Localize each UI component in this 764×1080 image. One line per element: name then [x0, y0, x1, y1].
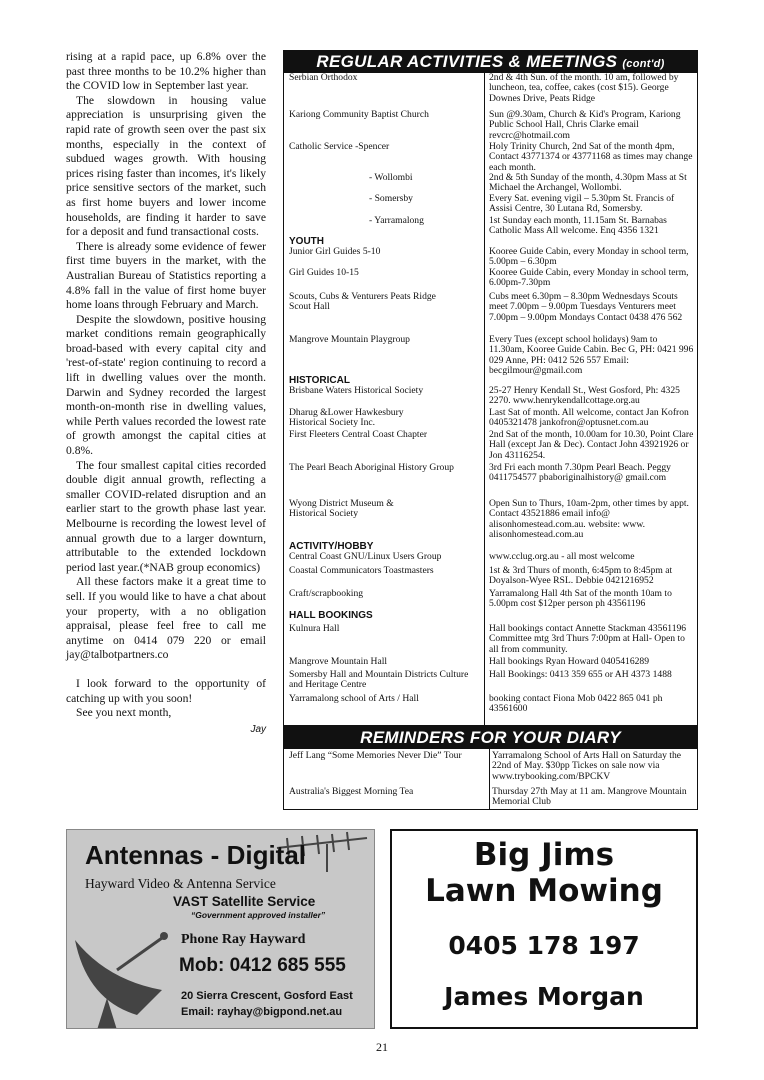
activity-name: Dharug &Lower Hawkesbury Historical Society Inc.	[289, 407, 404, 429]
activity-name: Mangrove Mountain Playgroup	[289, 334, 410, 345]
reminders-rows	[284, 749, 697, 809]
reminder-name: Australia's Biggest Morning Tea	[289, 786, 414, 797]
article-paragraph: There is already some evidence of fewer first time buyers in the market, with the Australian Bureau of Statistics reporting a 4.8% fall in the value of first home buyer home loans through February and March.	[66, 239, 266, 312]
activity-desc: Every Tues (except school holidays) 9am to 11.30am, Kooree Guide Cabin. Bec G, PH: 0421 996 029 Anne, PH: 0412 526 557 Email: becgilmour@gmail.com	[489, 334, 694, 377]
activity-desc: Last Sat of month. All welcome, contact Jan Kofron 0405321478 jankofron@optusnet.com.au	[489, 407, 689, 429]
activity-desc: Hall bookings contact Annette Stackman 43561196 Committee mtg 3rd Thurs 7:00pm at Hall- Open to all from community.	[489, 623, 687, 655]
activity-name: - Wollombi	[369, 172, 413, 183]
antennas-title: Antennas - Digital	[85, 840, 307, 870]
activity-desc: 1st & 3rd Thurs of month, 6:45pm to 8:45pm at Doyalson-Wyee RSL. Debbie 0421216952	[489, 565, 673, 587]
lawn-ad-line1: Big Jims	[473, 837, 615, 873]
activity-desc: 2nd & 4th Sun. of the month. 10 am, followed by luncheon, tea, coffee, cakes (cost $15). George Downes Drive, Peats Ridge	[489, 72, 679, 104]
signature: Jay	[250, 723, 266, 735]
activity-desc: Yarramalong Hall 4th Sat of the month 10am to 5.00pm cost $12per person ph 43561196	[489, 588, 672, 610]
activities-rows	[284, 73, 697, 725]
lawn-ad-name: James Morgan	[444, 982, 644, 1011]
reminders-table	[283, 726, 698, 810]
activity-desc: 3rd Fri each month 7.30pm Pearl Beach. Peggy 0411754577 pbaboriginalhistory@ gmail.com	[489, 462, 671, 484]
vast-service: VAST Satellite Service	[173, 894, 316, 909]
lawn-mowing-advertisement	[390, 829, 698, 1029]
activity-name: Serbian Orthodox	[289, 72, 358, 83]
article-paragraph: The four smallest capital cities recorded double digit annual growth, reflecting a smaller COVID-related disruption and an earlier start to the growth phase last year. Melbourne is recording the lowest level of annual growth due to a larger downturn, attributable to the extended lockdown period last year.(*NAB group economics)	[66, 458, 266, 574]
article-paragraph: The slowdown in housing value appreciation is unsurprising given the rapid rate of growth seen over the past six months, especially in the context of subdued wages growth. With housing prices rising faster than incomes, it's likely price sensitive sectors of the market, such as first home buyers and lower income households, are finding it harder to save for a deposit and fund transactional costs.	[66, 93, 266, 239]
activity-desc: 2nd & 5th Sunday of the month, 4.30pm Mass at St Michael the Archangel, Wollombi.	[489, 172, 687, 194]
vast-note: “Government approved installer”	[191, 910, 326, 920]
activity-name: Scouts, Cubs & Venturers Peats Ridge Scout Hall	[289, 291, 436, 313]
activity-desc: Every Sat. evening vigil – 5.30pm St. Francis of Assisi Centre, 30 Lutana Rd, Somersby.	[489, 193, 675, 215]
activity-name: Junior Girl Guides 5-10	[289, 246, 381, 257]
section-heading: HALL BOOKINGS	[289, 610, 373, 621]
activity-desc: Cubs meet 6.30pm – 8.30pm Wednesdays Scouts meet 7.00pm – 9.00pm Tuesdays Venturers meet 7.00pm – 9.00pm Mondays Contact 0438 476 562	[489, 291, 683, 323]
address: 20 Sierra Crescent, Gosford East	[181, 990, 353, 1002]
activity-name: Central Coast GNU/Linux Users Group	[289, 551, 442, 562]
lawn-ad-phone: 0405 178 197	[448, 931, 640, 960]
activity-name: Brisbane Waters Historical Society	[289, 385, 424, 396]
page-number: 21	[376, 1040, 388, 1054]
article-paragraph: rising at a rapid pace, up 6.8% over the past three months to be 10.2% higher than the COVID low in September last year.	[66, 50, 266, 93]
activity-desc: 1st Sunday each month, 11.15am St. Barnabas Catholic Mass All welcome. Enq 4356 1321	[489, 215, 667, 237]
activity-desc: Kooree Guide Cabin, every Monday in school term, 5.00pm – 6.30pm	[489, 246, 689, 268]
activity-desc: 25-27 Henry Kendall St., West Gosford, Ph: 4325 2270. www.henrykendallcottage.org.au	[489, 385, 680, 407]
activity-desc: Hall Bookings: 0413 359 655 or AH 4373 1488	[489, 669, 672, 680]
activity-desc: Holy Trinity Church, 2nd Sat of the month 4pm, Contact 43771374 or 43771168 as times may change each month.	[489, 141, 693, 173]
article-paragraph: Despite the slowdown, positive housing market conditions remain geographically broad-based with every capital city and 'rest-of-state' region continuing to record a lift in dwelling values over the month. Darwin and Sydney recorded the largest month-on-month rise in dwelling values, while Perth values recorded the lowest rate of growth amongst the capital cities at 0.8%.	[66, 312, 266, 458]
reminders-header: REMINDERS FOR YOUR DIARY	[284, 727, 697, 749]
activity-name: Mangrove Mountain Hall	[289, 656, 388, 667]
activities-title-suffix: (cont'd)	[622, 58, 665, 70]
activity-name: Coastal Communicators Toastmasters	[289, 565, 434, 576]
reminder-name: Jeff Lang “Some Memories Never Die” Tour	[289, 750, 462, 761]
activity-name: - Somersby	[369, 193, 413, 204]
activity-name: Wyong District Museum & Historical Society	[289, 498, 394, 520]
phone-label: Phone Ray Hayward	[181, 932, 306, 947]
activity-desc: 2nd Sat of the month, 10.00am for 10.30, Point Clare Hall (except Jan & Dec). Contact John 43921926 or Jon 43116254.	[489, 429, 694, 461]
activity-desc: booking contact Fiona Mob 0422 865 041 ph 43561600	[489, 693, 663, 715]
reminder-desc: Thursday 27th May at 11 am. Mangrove Mountain Memorial Club	[492, 786, 687, 808]
closing-line: See you next month,	[76, 706, 172, 720]
activity-name: First Fleeters Central Coast Chapter	[289, 429, 428, 440]
activity-name: Girl Guides 10-15	[289, 267, 359, 278]
mobile-number: Mob: 0412 685 555	[179, 955, 346, 976]
activity-desc: www.cclug.org.au - all most welcome	[489, 551, 635, 562]
activity-name: The Pearl Beach Aboriginal History Group	[289, 462, 454, 473]
lawn-ad-line2: Lawn Mowing	[425, 873, 663, 909]
article-paragraph: All these factors make it a great time to sell. If you would like to have a chat about your property, with a no obligation appraisal, please feel free to call me anytime on 0414 079 220 or email jay@talbotpartners.co	[66, 575, 266, 662]
activity-desc: Kooree Guide Cabin, every Monday in school term, 6.00pm-7.30pm	[489, 267, 689, 289]
closing-line: I look forward to the opportunity of catching up with you soon!	[66, 676, 266, 705]
activity-name: Kariong Community Baptist Church	[289, 109, 429, 120]
article-column	[66, 50, 266, 737]
activity-name: Kulnura Hall	[289, 623, 340, 634]
activities-table	[283, 50, 698, 726]
activities-header	[284, 51, 697, 73]
antennas-subtitle: Hayward Video & Antenna Service	[85, 876, 276, 891]
activity-name: Craft/scrapbooking	[289, 588, 364, 599]
email: Email: rayhay@bigpond.net.au	[181, 1006, 343, 1018]
activity-name: - Yarramalong	[369, 215, 424, 226]
activity-name: Somersby Hall and Mountain Districts Culture and Heritage Centre	[289, 669, 469, 691]
activity-name: Yarramalong school of Arts / Hall	[289, 693, 419, 704]
section-heading: ACTIVITY/HOBBY	[289, 541, 374, 552]
section-heading: HISTORICAL	[289, 375, 350, 386]
activity-desc: Open Sun to Thurs, 10am-2pm, other times by appt. Contact 43521886 email info@ alisonhomestead.com.au. website: www. alisonhomestead.com.au	[489, 498, 689, 541]
activities-title: REGULAR ACTIVITIES & MEETINGS	[316, 52, 618, 71]
reminder-desc: Yarramalong School of Arts Hall on Saturday the 22nd of May. $30pp Tickes on sale now via www.trybooking.com/BPCKV	[492, 750, 682, 782]
antennas-advertisement	[66, 829, 375, 1029]
activity-desc: Hall bookings Ryan Howard 0405416289	[489, 656, 650, 667]
activity-desc: Sun @9.30am, Church & Kid's Program, Kariong Public School Hall, Chris Clarke email revcrc@hotmail.com	[489, 109, 681, 141]
activity-name: Catholic Service -Spencer	[289, 141, 390, 152]
section-heading: YOUTH	[289, 236, 324, 247]
